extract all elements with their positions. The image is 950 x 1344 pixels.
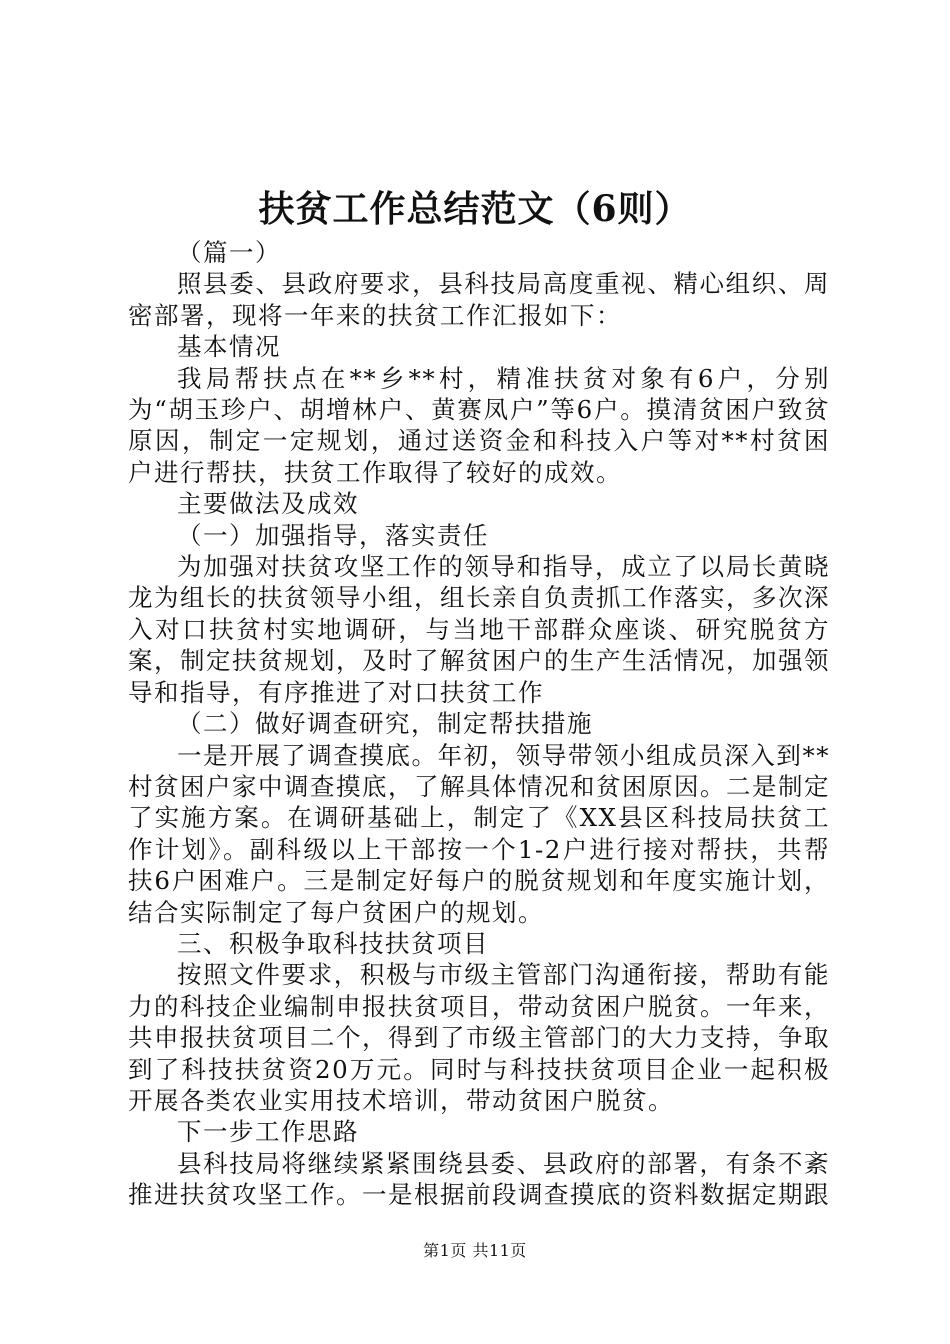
heading-basic-situation: 基本情况 bbox=[177, 332, 281, 362]
heading-main-practices: 主要做法及成效 bbox=[177, 489, 359, 519]
heading-tech-projects: 三、积极争取科技扶贫项目 bbox=[177, 928, 489, 958]
paragraph-section-label: （篇一） bbox=[177, 238, 281, 267]
heading-investigation: （二）做好调查研究，制定帮扶措施 bbox=[177, 709, 593, 739]
paragraph-tech-projects: 按照文件要求，积极与市级主管部门沟通衔接，帮助有能力的科技企业编制申报扶贫项目，带动贫困户脱贫。一年来，共申报扶贫项目二个，得到了市级主管部门的大力支持，争取到了科技扶贫资20万元。同时与科技扶贫项目企业一起积极开展各类农业实用技术培训，带动贫困户脱贫。 bbox=[128, 960, 830, 1115]
paragraph-next-steps: 县科技局将继续紧紧围绕县委、县政府的部署，有条不紊推进扶贫攻坚工作。一是根据前段调查摸底的资料数据定期跟 bbox=[128, 1148, 830, 1210]
paragraph-strengthen-guidance: 为加强对扶贫攻坚工作的领导和指导，成立了以局长黄晓龙为组长的扶贫领导小组，组长亲自负责抓工作落实，多次深入对口扶贫村实地调研，与当地干部群众座谈、研究脱贫方案，制定扶贫规划，及时了解贫困户的生产生活情况，加强领导和指导，有序推进了对口扶贫工作 bbox=[128, 552, 830, 707]
document-title: 扶贫工作总结范文（6则） bbox=[258, 188, 692, 230]
heading-next-steps: 下一步工作思路 bbox=[177, 1117, 359, 1147]
paragraph-basic-situation: 我局帮扶点在**乡**村，精准扶贫对象有6户，分别为“胡玉珍户、胡增林户、黄赛凤户”等6户。摸清贫困户致贫原因，制定一定规划，通过送资金和科技入户等对**村贫困户进行帮扶，扶贫工作取得了较好的成效。 bbox=[128, 363, 830, 487]
paragraph-investigation: 一是开展了调查摸底。年初，领导带领小组成员深入到**村贫困户家中调查摸底，了解具体情况和贫困原因。二是制定了实施方案。在调研基础上，制定了《XX县区科技局扶贫工作计划》。副科级以上干部按一个1-2户进行接对帮扶，共帮扶6户困难户。三是制定好每户的脱贫规划和年度实施计划，结合实际制定了每户贫困户的规划。 bbox=[128, 740, 830, 927]
heading-strengthen-guidance: （一）加强指导，落实责任 bbox=[177, 520, 489, 550]
paragraph-intro: 照县委、县政府要求，县科技局高度重视、精心组织、周密部署，现将一年来的扶贫工作汇报如下： bbox=[128, 269, 830, 330]
document-body bbox=[128, 237, 830, 1211]
page-footer: 第1页 共11页 bbox=[423, 1241, 527, 1260]
